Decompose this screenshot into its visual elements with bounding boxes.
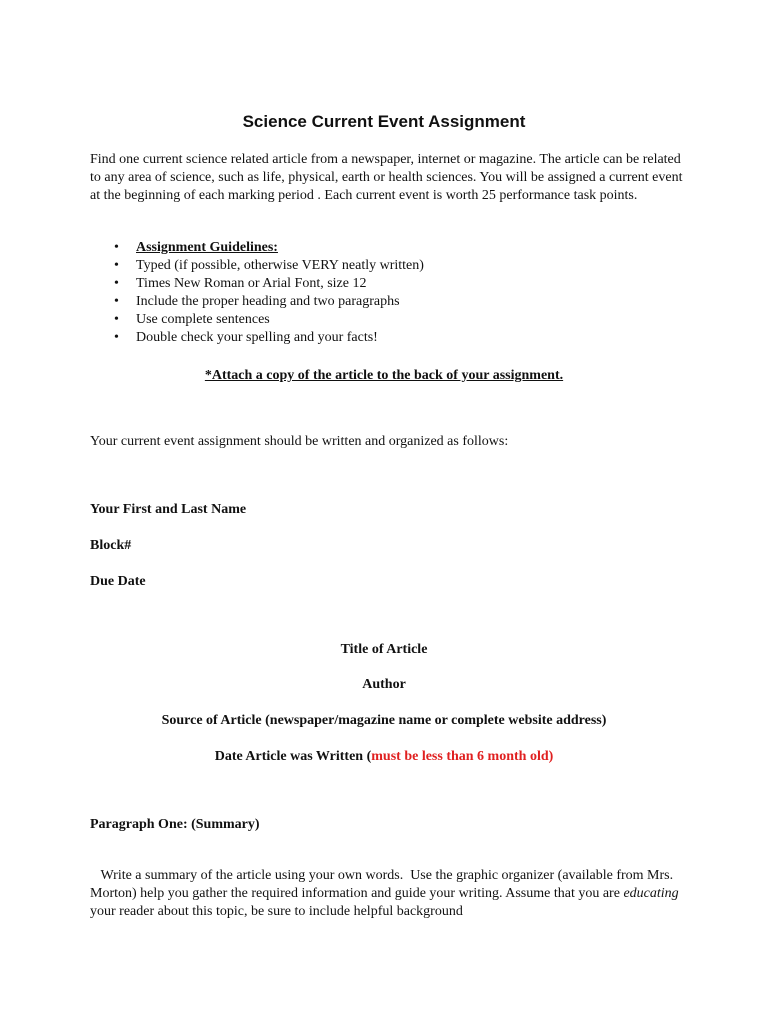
article-author-label: Author xyxy=(362,677,406,692)
guideline-item: • Times New Roman or Arial Font, size 12 xyxy=(114,275,424,293)
document-title: Science Current Event Assignment xyxy=(242,112,526,131)
article-date-note: must be less than 6 month old) xyxy=(371,749,554,764)
attach-note: *Attach a copy of the article to the back of your assignment. xyxy=(204,368,564,383)
guideline-item: • Include the proper heading and two paragraphs xyxy=(114,293,424,311)
guidelines-heading-item xyxy=(114,239,424,257)
intro-paragraph: Find one current science related article from a newspaper, internet or magazine. The article can be related to any area of science, such as life, physical, earth or health sciences. You will be assigned a current event at the beginning of each marking period . Each current event is worth 25 performance task points. xyxy=(90,152,683,203)
guideline-item: • Use complete sentences xyxy=(114,311,424,329)
guidelines-list xyxy=(114,239,424,347)
name-field-label: Your First and Last Name xyxy=(90,502,247,517)
block-field-label: Block# xyxy=(90,538,132,553)
paragraph-one-text-end: your reader about this topic, be sure to include helpful background xyxy=(90,886,683,919)
article-source-label: Source of Article (newspaper/magazine name or complete website address) xyxy=(161,713,607,728)
article-title-label: Title of Article xyxy=(340,642,428,657)
article-date-label: Date Article was Written ( xyxy=(214,749,372,764)
paragraph-one-text-start: Write a summary of the article using your own words. Use the graphic organizer (available from Mrs. Morton) help you gather the required information and guide your writing. Assume that you are xyxy=(90,868,677,901)
article-date-line xyxy=(0,748,768,766)
paragraph-one-emphasis: educating xyxy=(623,886,679,901)
guidelines-heading: Assignment Guidelines: xyxy=(136,240,278,255)
organize-intro: Your current event assignment should be written and organized as follows: xyxy=(90,434,509,449)
guideline-item: • Typed (if possible, otherwise VERY neatly written) xyxy=(114,257,424,275)
paragraph-one-text xyxy=(90,867,690,921)
due-date-field-label: Due Date xyxy=(90,574,146,589)
guideline-item: • Double check your spelling and your facts! xyxy=(114,329,424,347)
paragraph-one-heading: Paragraph One: (Summary) xyxy=(90,817,260,832)
